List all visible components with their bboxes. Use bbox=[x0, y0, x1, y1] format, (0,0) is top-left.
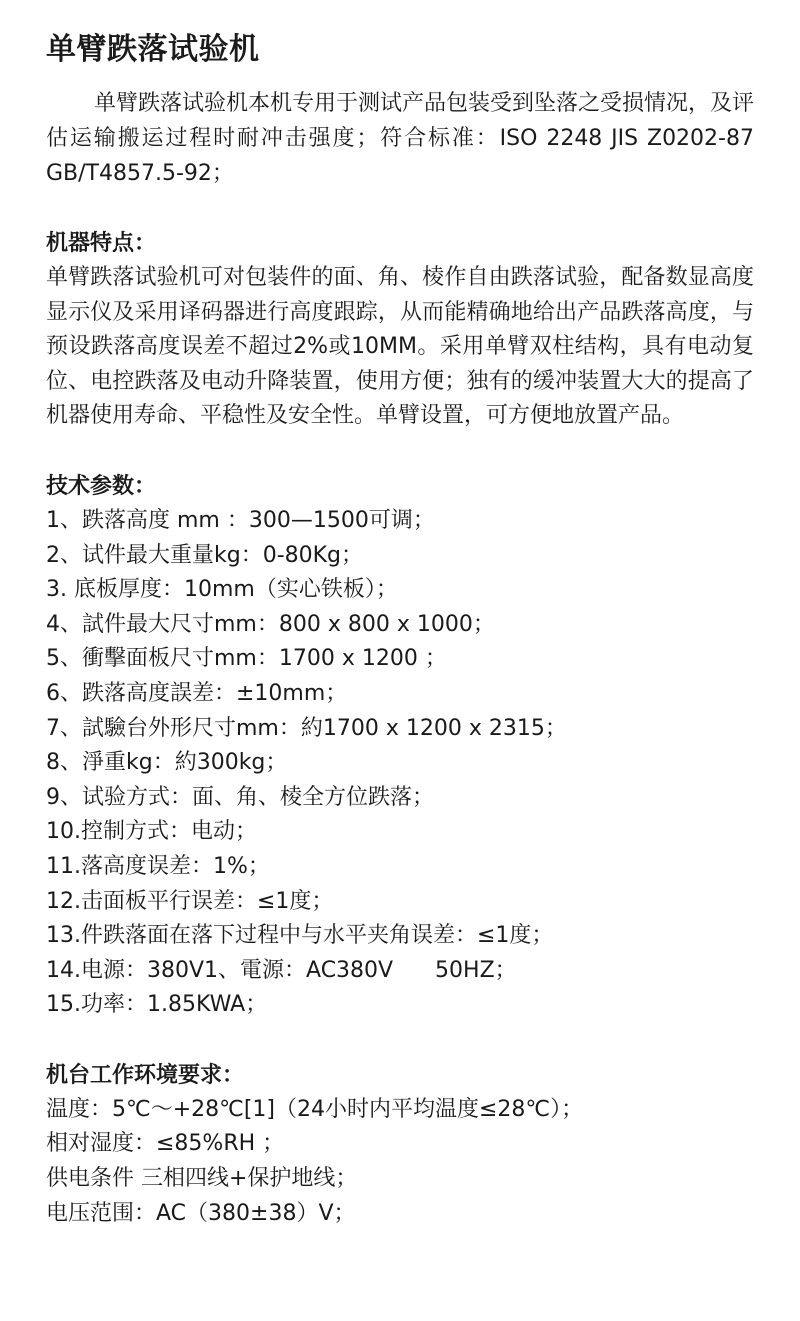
features-paragraph: 单臂跌落试验机可对包装件的面、角、棱作自由跌落试验，配备数显高度显示仪及采用译码器进行高度跟踪，从而能精确地给出产品跌落高度，与预设跌落高度误差不超过2%或10MM。采用单臂双柱结构，具有电动复位、电控跌落及电动升降装置，使用方便；独有的缓冲装置大大的提高了机器使用寿命、平稳性及安全性。单臂设置，可方便地放置产品。 bbox=[46, 265, 754, 429]
spec-item: 12.击面板平行误差：≤1度； bbox=[46, 888, 334, 914]
spec-item: 10.控制方式：电动； bbox=[46, 819, 257, 845]
spec-item: 3. 底板厚度：10mm（实心铁板）； bbox=[46, 577, 398, 603]
spec-item: 11.落高度误差：1%； bbox=[46, 853, 270, 879]
environment-heading: 机台工作环境要求： bbox=[46, 1062, 245, 1088]
environment-item: 电压范围：AC（380±38）V； bbox=[46, 1200, 356, 1226]
section-spacer bbox=[46, 191, 754, 226]
spec-item: 6、跌落高度誤差：±10mm； bbox=[46, 680, 348, 706]
features-heading: 机器特点： bbox=[46, 231, 157, 256]
environment-list bbox=[46, 1093, 754, 1231]
spec-item: 14.电源：380V1、電源：AC380V 50HZ； bbox=[46, 957, 517, 983]
spec-item: 8、淨重kg：約300kg； bbox=[46, 750, 288, 776]
intro-paragraph: 单臂跌落试验机本机专用于测试产品包装受到坠落之受损情况，及评估运输搬运过程时耐冲击强度；符合标准：ISO 2248 JIS Z0202-87 GB/T4857.5-92； bbox=[46, 91, 755, 186]
spec-item: 5、衝擊面板尺寸mm：1700 x 1200 ； bbox=[46, 646, 447, 672]
spec-item: 4、試件最大尺寸mm：800 x 800 x 1000； bbox=[46, 611, 495, 637]
specs-list bbox=[46, 504, 754, 1023]
page-title: 单臂跌落试验机 bbox=[46, 32, 260, 67]
spec-item: 13.件跌落面在落下过程中与水平夹角误差：≤1度； bbox=[46, 923, 554, 949]
spec-item: 7、試驗台外形尺寸mm：約1700 x 1200 x 2315； bbox=[46, 715, 567, 741]
section-spacer bbox=[46, 434, 754, 469]
spec-item: 2、试件最大重量kg：0-80Kg； bbox=[46, 542, 364, 568]
spec-item: 9、试验方式：面、角、棱全方位跌落； bbox=[46, 784, 434, 810]
environment-item: 相对湿度：≤85%RH ； bbox=[46, 1131, 285, 1157]
environment-item: 温度：5℃～+28℃[1]（24小时内平均温度≤28℃）； bbox=[46, 1096, 584, 1122]
spec-item: 1、跌落高度 mm ：300—1500可调； bbox=[46, 507, 435, 533]
environment-item: 供电条件 三相四线+保护地线； bbox=[46, 1166, 358, 1192]
specs-heading: 技术参数： bbox=[46, 473, 157, 499]
section-spacer bbox=[46, 1023, 754, 1058]
spec-item: 15.功率：1.85KWA； bbox=[46, 992, 268, 1018]
